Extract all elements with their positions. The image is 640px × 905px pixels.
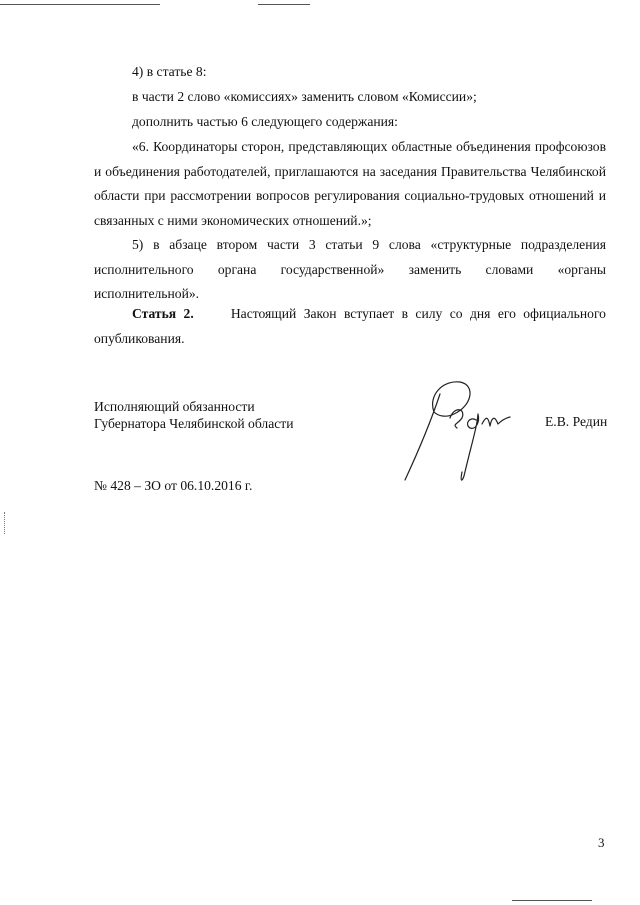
signatory-position-line1: Исполняющий обязанности [94, 399, 255, 414]
scan-artifact-line [258, 4, 310, 5]
article-2-text: Настоящий Закон вступает в силу со дня его официального опубликования. [94, 306, 606, 346]
signatory-position [94, 398, 294, 432]
paragraph-part2-replace: в части 2 слово «комиссиях» заменить словом «Комиссии»; [132, 89, 477, 104]
paragraph-article8: 4) в статье 8: [132, 64, 207, 79]
article-2-label: Статья 2. [132, 306, 194, 321]
margin-mark [4, 512, 6, 534]
scan-artifact-line [0, 4, 160, 5]
paragraph-part6-text: «6. Координаторы сторон, представляющих областные объединения профсоюзов и объединения работодателей, приглашаются на заседания Правительства Челябинской области при рассмотрении вопросов регулирования социально-трудовых отношений и связанных с ними экономических отношений.»; [94, 139, 606, 228]
paragraph-article9: 5) в абзаце втором части 3 статьи 9 слова «структурные подразделения исполнительного органа государственной» заменить словами «органы исполнительной». [94, 237, 606, 301]
paragraph-add-part6: дополнить частью 6 следующего содержания: [132, 114, 398, 129]
signatory-name: Е.В. Редин [545, 414, 608, 429]
article-2 [94, 302, 606, 351]
document-number: № 428 – ЗО от 06.10.2016 г. [94, 478, 253, 493]
signatory-position-line2: Губернатора Челябинской области [94, 416, 294, 431]
page-number: 3 [598, 835, 605, 850]
handwritten-signature [400, 372, 525, 487]
scan-artifact-line [512, 900, 592, 901]
